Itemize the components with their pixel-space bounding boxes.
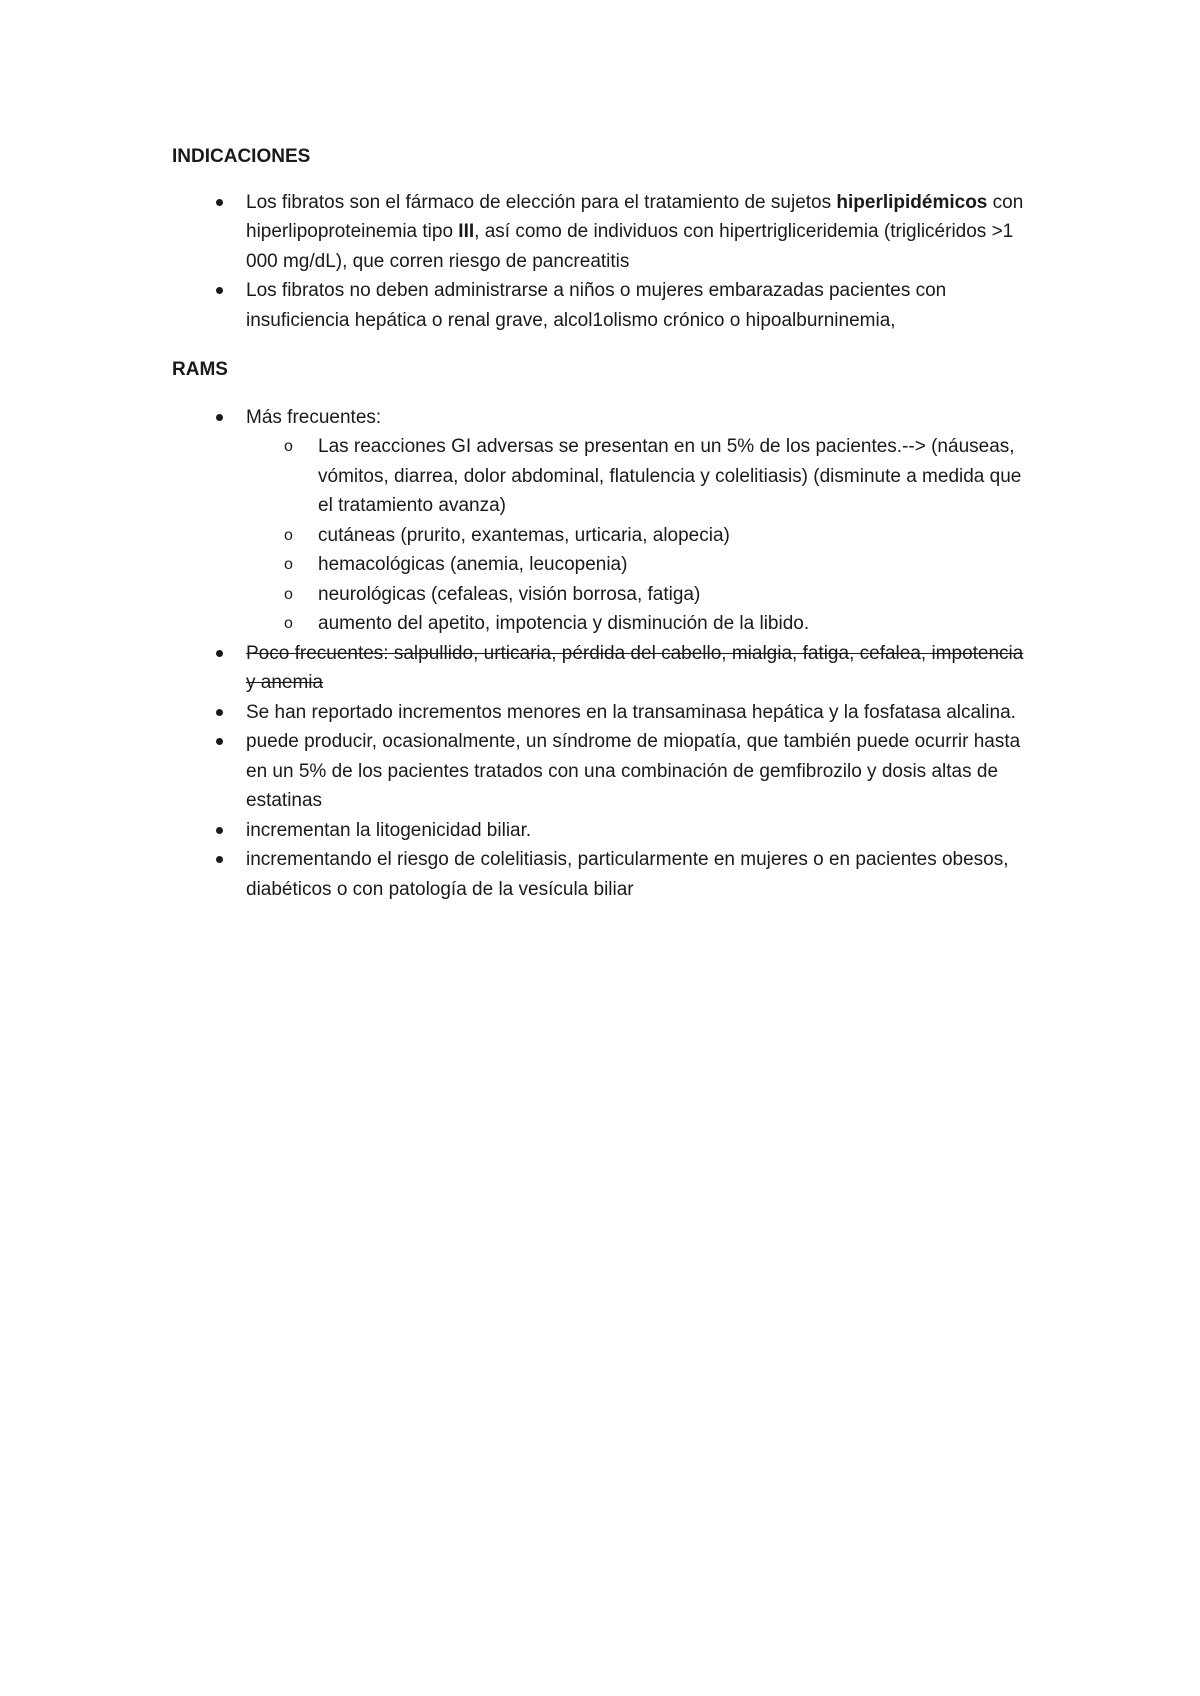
text-segment: con hiperlipoproteinemia tipo: [246, 191, 1024, 242]
heading-indicaciones: INDICACIONES: [172, 146, 311, 167]
list-item-mas-frecuentes: [172, 403, 1032, 639]
list-item-poco-frecuentes: Poco frecuentes: salpullido, urticaria, pérdida del cabello, mialgia, fatiga, cefalea, impotencia y anemia: [172, 639, 1032, 698]
list-item: puede producir, ocasionalmente, un síndrome de miopatía, que también puede ocurrir hasta en un 5% de los pacientes tratados con una combinación de gemfibrozilo y dosis altas de estatinas: [172, 727, 1032, 816]
list-item: [172, 188, 1032, 277]
sublist-item: o cutáneas (prurito, exantemas, urticaria, alopecia): [172, 521, 1032, 551]
bold-term: III: [458, 221, 475, 242]
list-item: Se han reportado incrementos menores en la transaminasa hepática y la fosfatasa alcalina.: [172, 698, 1032, 728]
text-segment: , así como de individuos con hipertrigliceridemia (triglicéridos >1 000 mg/dL), que corren riesgo de pancreatitis: [246, 221, 1014, 272]
sublist-item: o aumento del apetito, impotencia y disminución de la libido.: [172, 609, 1032, 639]
sublist-item: o neurológicas (cefaleas, visión borrosa, fatiga): [172, 580, 1032, 610]
list-item: incrementan la litogenicidad biliar.: [172, 816, 1032, 846]
sublist-item: o Las reacciones GI adversas se presentan en un 5% de los pacientes.--> (náuseas, vómitos, diarrea, dolor abdominal, flatulencia y colelitiasis) (disminute a medida que el tratamiento avanza): [172, 432, 1032, 521]
heading-rams: RAMS: [172, 359, 228, 380]
rams-list: [172, 403, 1032, 905]
list-item: Los fibratos no deben administrarse a niños o mujeres embarazadas pacientes con insuficiencia hepática o renal grave, alcol1olismo crónico o hipoalburninemia,: [172, 276, 1032, 335]
list-item: incrementando el riesgo de colelitiasis, particularmente en mujeres o en pacientes obesos, diabéticos o con patología de la vesícula biliar: [172, 845, 1032, 904]
document-body: [172, 142, 1032, 904]
text-segment: Los fibratos son el fármaco de elección para el tratamiento de sujetos: [246, 191, 837, 213]
bold-term: hiperlipidémicos: [836, 191, 988, 213]
indicaciones-list: [172, 188, 1032, 336]
list-item-label: Más frecuentes:: [246, 406, 382, 428]
sublist-item: o hemacológicas (anemia, leucopenia): [172, 550, 1032, 580]
frecuentes-sublist: [246, 432, 1032, 639]
